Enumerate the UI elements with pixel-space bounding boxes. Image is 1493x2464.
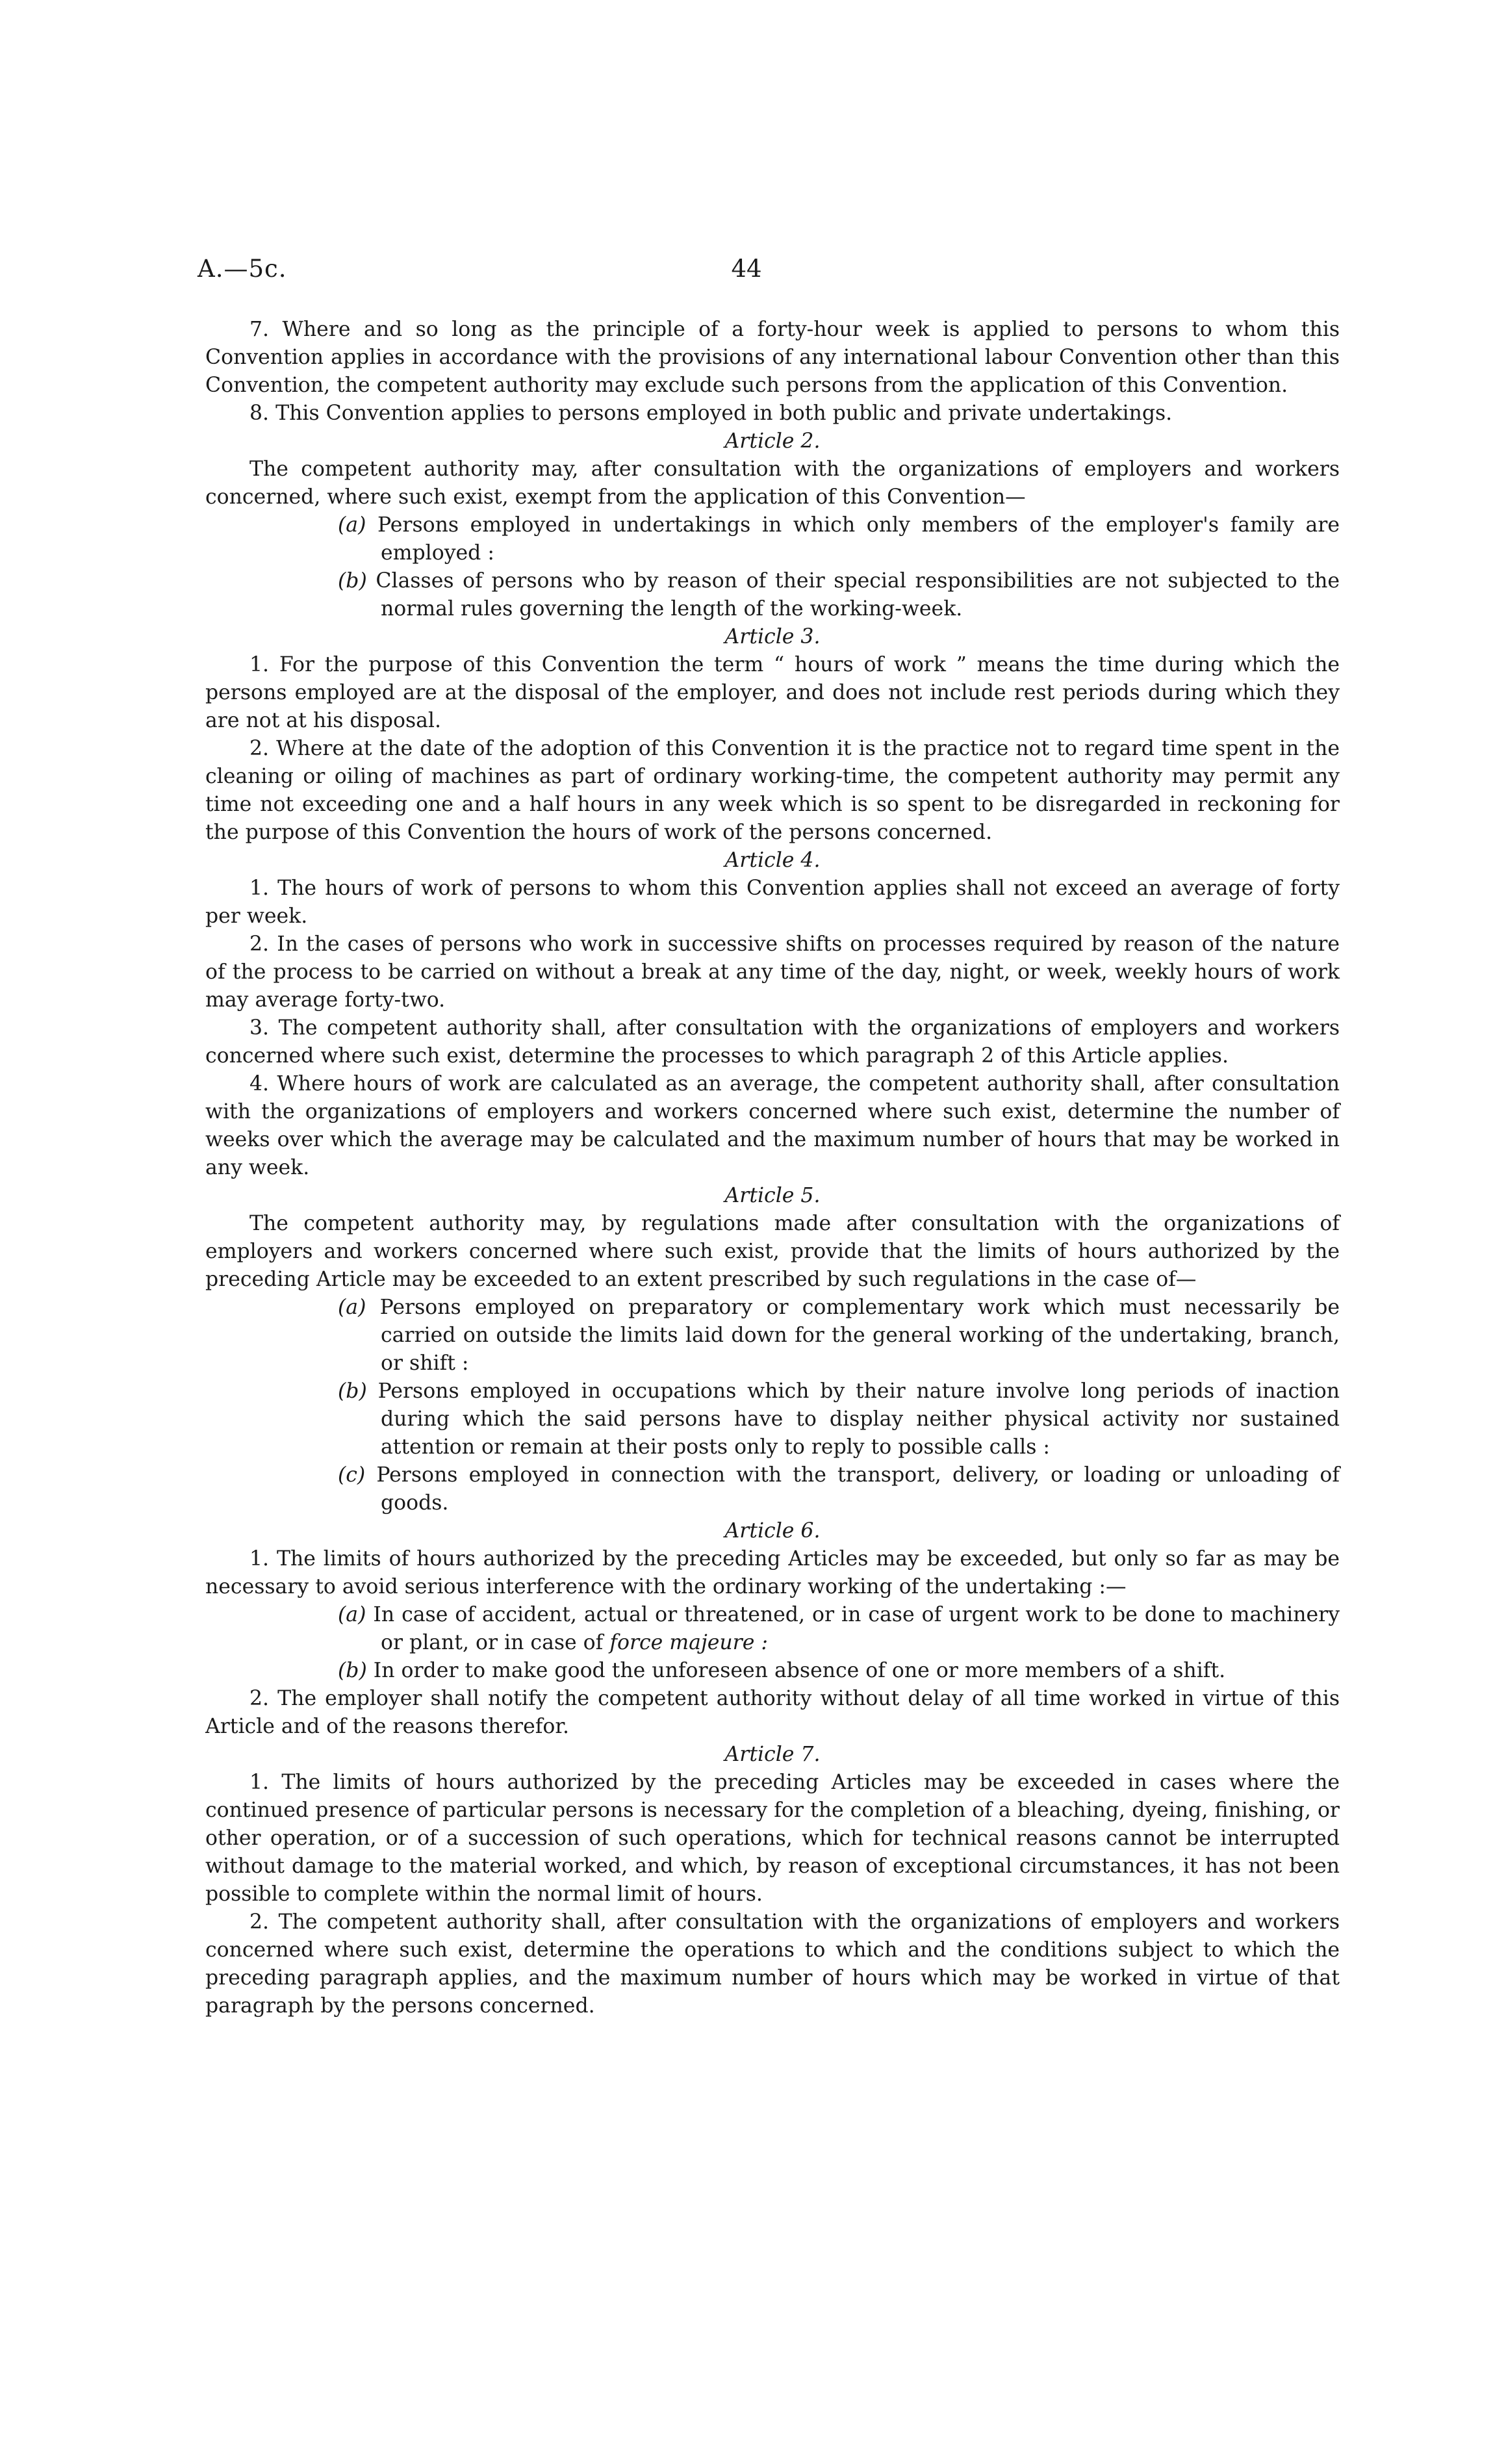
article-6-item-a xyxy=(205,1601,1340,1657)
article-5-item-b xyxy=(205,1378,1340,1461)
item-text: In order to make good the unforeseen absence of one or more members of a shift. xyxy=(373,1659,1226,1682)
item-label: (a) xyxy=(338,1603,366,1626)
article-2-heading: Article 2. xyxy=(724,430,821,453)
item-text: Persons employed on preparatory or complementary work which must necessarily be carried on outside the limits laid down for the general working of the undertaking, branch, or shift : xyxy=(379,1296,1340,1375)
item-text: In case of accident, actual or threatened, or in case of urgent work to be done to machinery or plant, or in case of xyxy=(373,1603,1340,1654)
article-7-paragraph-2: 2. The competent authority shall, after consultation with the organizations of employers and workers concerned where such exist, determine the operations to which and the conditions subject to which the preceding paragraph applies, and the maximum number of hours which may be worked in virtue of that paragraph by the persons concerned. xyxy=(205,1910,1340,2018)
item-label: (b) xyxy=(338,1380,367,1403)
article-3-paragraph-2: 2. Where at the date of the adoption of this Convention it is the practice not to regard time spent in the cleaning or oiling of machines as part of ordinary working-time, the competent authority may permit any time not exceeding one and a half hours in any week which is so spent to be disregarded in reckoning for the purpose of this Convention the hours of work of the persons concerned. xyxy=(205,737,1340,844)
article-7-paragraph-1: 1. The limits of hours authorized by the preceding Articles may be exceeded in cases where the continued presence of particular persons is necessary for the completion of a bleaching, dyeing, finishing, or other operation, or of a succession of such operations, which for technical reasons cannot be interrupted without damage to the material worked, and which, by reason of exceptional circumstances, it has not been possible to complete within the normal limit of hours. xyxy=(205,1771,1340,1906)
item-text: Persons employed in connection with the transport, delivery, or loading or unloading of goods. xyxy=(376,1463,1340,1515)
item-text: Persons employed in occupations which by their nature involve long periods of inaction during which the said persons have to display neither physical activity nor sustained attention or remain at their posts only to reply to possible calls : xyxy=(377,1380,1340,1459)
article-5-intro: The competent authority may, by regulations made after consultation with the organizations of employers and workers concerned where such exist, provide that the limits of hours authorized by the preceding Article may be exceeded to an extent prescribed by such regulations in the case of— xyxy=(205,1212,1340,1291)
article-3-heading: Article 3. xyxy=(724,625,821,648)
article-7-heading: Article 7. xyxy=(724,1743,821,1766)
page-header xyxy=(0,255,1493,294)
item-label: (b) xyxy=(338,1659,367,1682)
item-label: (a) xyxy=(338,513,366,537)
article-6-paragraph-1: 1. The limits of hours authorized by the preceding Articles may be exceeded, but only so far as may be necessary to avoid serious interference with the ordinary working of the undertaking :— xyxy=(205,1547,1340,1598)
article-4-paragraph-4: 4. Where hours of work are calculated as an average, the competent authority shall, after consultation with the organizations of employers and workers concerned where such exist, determine the number of weeks over which the average may be calculated and the maximum number of hours that may be worked in any week. xyxy=(205,1072,1340,1179)
article-3-paragraph-1: 1. For the purpose of this Convention the term “ hours of work ” means the time during which the persons employed are at the disposal of the employer, and does not include rest periods during which they are not at his disposal. xyxy=(205,653,1340,732)
article-4-paragraph-2: 2. In the cases of persons who work in successive shifts on processes required by reason of the nature of the process to be carried on without a break at any time of the day, night, or week, weekly hours of work may average forty-two. xyxy=(205,932,1340,1012)
article-4-paragraph-3: 3. The competent authority shall, after consultation with the organizations of employers and workers concerned where such exist, determine the processes to which paragraph 2 of this Article applies. xyxy=(205,1016,1340,1068)
article-4-heading: Article 4. xyxy=(724,849,821,872)
paragraph-1-7: 7. Where and so long as the principle of a forty-hour week is applied to persons to whom this Convention applies in accordance with the provisions of any international labour Convention other than this Convention, the competent authority may exclude such persons from the application of this Convention. xyxy=(205,318,1340,397)
article-6-heading: Article 6. xyxy=(724,1519,821,1543)
article-2-item-b xyxy=(205,567,1340,623)
paragraph-1-8: 8. This Convention applies to persons employed in both public and private undertakings. xyxy=(249,402,1173,425)
item-label: (a) xyxy=(338,1296,366,1319)
item-label: (c) xyxy=(338,1463,366,1487)
item-text: Persons employed in undertakings in which only members of the employer's family are employed : xyxy=(377,513,1340,565)
article-2-intro: The competent authority may, after consultation with the organizations of employers and workers concerned, where such exist, exempt from the application of this Convention— xyxy=(205,457,1340,509)
force-majeure-term: force majeure : xyxy=(609,1631,768,1654)
document-reference: A.—5c. xyxy=(198,255,287,283)
article-6-item-b xyxy=(205,1657,1340,1685)
article-6-paragraph-2: 2. The employer shall notify the competent authority without delay of all time worked in virtue of this Article and of the reasons therefor. xyxy=(205,1687,1340,1738)
article-5-heading: Article 5. xyxy=(724,1184,821,1207)
page-number: 44 xyxy=(731,255,762,283)
document-body xyxy=(205,316,1340,2020)
article-5-item-c xyxy=(205,1461,1340,1517)
article-5-item-a xyxy=(205,1294,1340,1378)
item-text: Classes of persons who by reason of their special responsibilities are not subjected to the normal rules governing the length of the working-week. xyxy=(376,569,1340,621)
article-2-item-a xyxy=(205,511,1340,567)
article-4-paragraph-1: 1. The hours of work of persons to whom this Convention applies shall not exceed an average of forty per week. xyxy=(205,877,1340,928)
item-label: (b) xyxy=(338,569,367,593)
